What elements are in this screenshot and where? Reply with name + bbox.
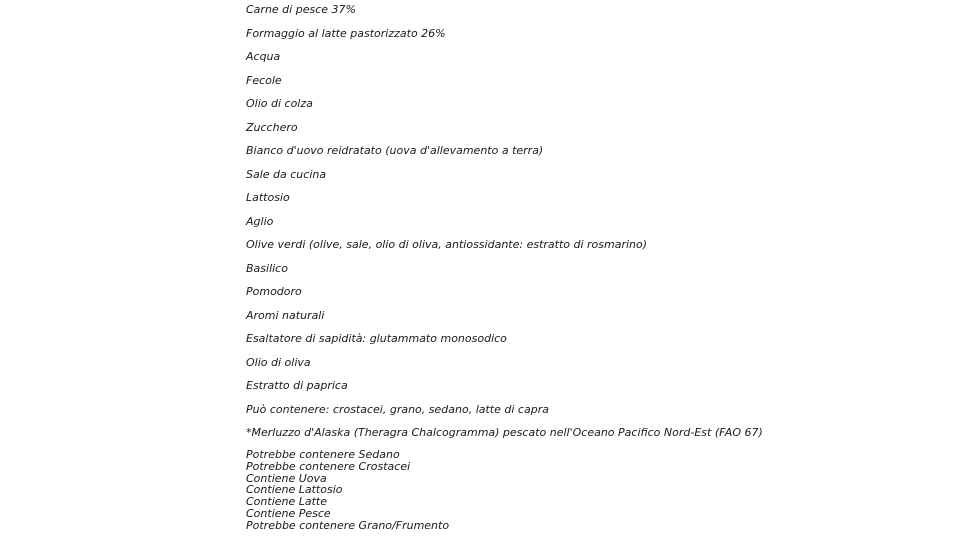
ingredient-item: Aromi naturali <box>246 308 325 322</box>
allergens-list <box>246 449 449 532</box>
allergen-item: Contiene Latte <box>246 495 328 509</box>
ingredient-item: Bianco d'uovo reidratato (uova d'allevamento a terra) <box>246 144 544 157</box>
allergen-item: Potrebbe contenere Crostacei <box>246 459 411 473</box>
ingredient-item: Zucchero <box>246 120 298 134</box>
ingredient-item: Basilico <box>246 261 288 275</box>
ingredient-item: Carne di pesce 37% <box>246 3 356 16</box>
allergen-item: Potrebbe contenere Grano/Frumento <box>246 518 450 532</box>
ingredient-item: Esaltatore di sapidità: glutammato monosodico <box>246 332 507 345</box>
ingredient-item: Sale da cucina <box>246 167 327 181</box>
ingredient-item: Olive verdi (olive, sale, olio di oliva, antiossidante: estratto di rosmarino) <box>246 238 648 251</box>
ingredient-item: Olio di colza <box>246 97 313 110</box>
ingredient-item: Lattosio <box>246 191 290 204</box>
ingredient-item: Formaggio al latte pastorizzato 26% <box>246 26 446 40</box>
allergen-item: Contiene Uova <box>246 471 327 485</box>
allergen-item: Contiene Lattosio <box>246 483 343 497</box>
allergen-item: Contiene Pesce <box>246 506 331 520</box>
ingredient-item: Fecole <box>246 73 282 87</box>
ingredient-item: Può contenere: crostacei, grano, sedano, latte di capra <box>246 402 549 416</box>
allergen-item: Potrebbe contenere Sedano <box>246 448 400 461</box>
ingredient-item: Aglio <box>246 214 274 228</box>
ingredient-item: Estratto di paprica <box>246 379 348 392</box>
ingredient-item: *Merluzzo d'Alaska (Theragra Chalcogramma) pescato nell'Oceano Pacifico Nord-Est (FAO 67) <box>246 426 763 439</box>
ingredient-item: Acqua <box>246 50 281 63</box>
ingredient-item: Pomodoro <box>246 285 302 298</box>
ingredient-item: Olio di oliva <box>246 355 311 369</box>
ingredients-list <box>246 3 763 450</box>
